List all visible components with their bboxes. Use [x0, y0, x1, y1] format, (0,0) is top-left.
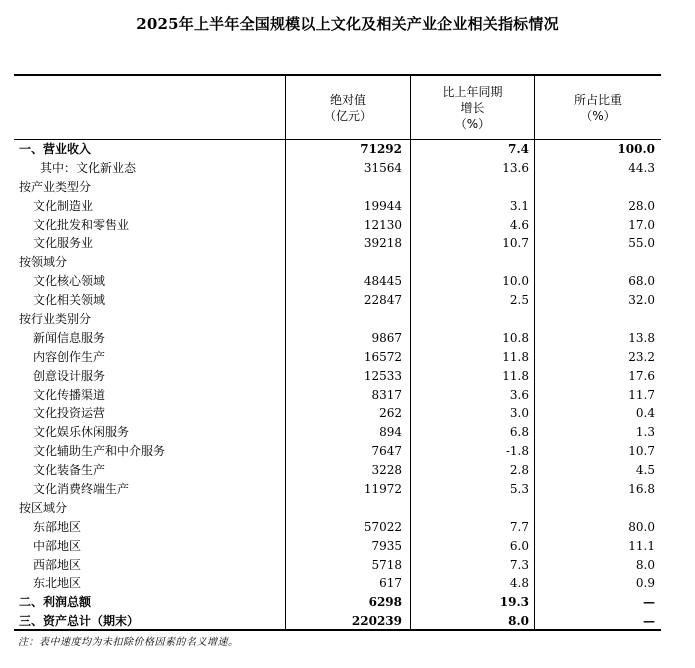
header-share — [535, 76, 661, 139]
row-absolute-value: 7935 — [371, 538, 402, 553]
row-share: 11.1 — [628, 538, 655, 553]
indicator-table — [14, 140, 661, 631]
row-label: 按产业类型分 — [19, 179, 92, 194]
row-growth: 6.0 — [509, 538, 529, 553]
row-share: 11.7 — [628, 387, 655, 402]
row-growth: 3.1 — [509, 198, 529, 213]
row-label: 文化服务业 — [33, 236, 94, 251]
table-row — [14, 518, 661, 537]
row-share: 10.7 — [628, 444, 655, 459]
row-label: 二、利润总额 — [19, 595, 92, 610]
row-share — [535, 178, 655, 197]
table-row — [14, 423, 661, 442]
table-row — [14, 442, 661, 461]
row-share — [535, 499, 655, 518]
table-footnote: 注：表中速度均为未扣除价格因素的名义增速。 — [18, 637, 239, 648]
row-label: 文化批发和零售业 — [33, 217, 130, 232]
table-row — [14, 404, 661, 423]
table-row — [14, 197, 661, 216]
row-absolute-value: 57022 — [363, 519, 402, 534]
row-growth: 2.8 — [509, 463, 529, 478]
row-growth: 3.6 — [509, 387, 529, 402]
row-share: 17.6 — [628, 368, 655, 383]
row-label: 文化消费终端生产 — [33, 482, 130, 497]
row-growth: 6.8 — [509, 425, 529, 440]
row-share: — — [643, 595, 655, 610]
row-label: 文化相关领域 — [33, 293, 106, 308]
row-absolute-value: 8317 — [371, 387, 402, 402]
row-share: 32.0 — [628, 293, 655, 308]
header-line: （亿元） — [323, 108, 372, 123]
header-line: （%） — [454, 116, 491, 131]
table-row — [14, 367, 661, 386]
row-growth: 3.0 — [509, 406, 529, 421]
row-growth — [411, 499, 529, 518]
row-growth — [411, 310, 529, 329]
row-label: 文化投资运营 — [33, 406, 106, 421]
row-growth — [411, 253, 529, 272]
table-row — [14, 612, 661, 631]
table-row — [14, 593, 661, 612]
row-growth: 7.7 — [509, 519, 529, 534]
row-label: 三、资产总计（期末） — [19, 614, 140, 629]
row-growth — [411, 178, 529, 197]
header-yoy-growth — [411, 76, 534, 139]
row-label: 文化传播渠道 — [33, 387, 106, 402]
table-row — [14, 310, 661, 329]
row-label: 东北地区 — [33, 576, 82, 591]
row-label: 文化辅助生产和中介服务 — [33, 444, 166, 459]
row-growth: 4.6 — [509, 217, 529, 232]
row-share: 80.0 — [628, 519, 655, 534]
table-row — [14, 499, 661, 518]
row-share: 13.8 — [628, 330, 655, 345]
table-row — [14, 216, 661, 235]
row-absolute-value — [286, 499, 402, 518]
table-row — [14, 178, 661, 197]
row-share: 1.3 — [635, 425, 655, 440]
row-growth: 11.8 — [502, 349, 529, 364]
row-growth: 5.3 — [509, 482, 529, 497]
header-line: 绝对值 — [329, 92, 366, 107]
row-growth: 13.6 — [502, 160, 529, 175]
header-line: 增长 — [460, 100, 485, 115]
row-label: 西部地区 — [33, 557, 82, 572]
row-growth: 10.8 — [502, 330, 529, 345]
table-row — [14, 348, 661, 367]
row-share: 0.9 — [635, 576, 655, 591]
row-share: 28.0 — [628, 198, 655, 213]
row-label: 内容创作生产 — [33, 349, 106, 364]
row-label: 文化核心领域 — [33, 274, 106, 289]
row-growth: 2.5 — [509, 293, 529, 308]
row-growth: 19.3 — [499, 595, 529, 610]
row-absolute-value: 31564 — [363, 160, 402, 175]
row-absolute-value: 16572 — [363, 349, 402, 364]
row-growth: 4.8 — [509, 576, 529, 591]
row-growth: -1.8 — [505, 444, 529, 459]
row-share: 8.0 — [635, 557, 655, 572]
row-absolute-value: 9867 — [371, 330, 402, 345]
row-share: 4.5 — [635, 463, 655, 478]
row-label: 一、营业收入 — [19, 142, 92, 156]
row-absolute-value: 48445 — [363, 274, 402, 289]
row-absolute-value — [286, 310, 402, 329]
row-label: 按区域分 — [19, 500, 68, 515]
row-absolute-value: 19944 — [363, 198, 402, 213]
row-growth: 8.0 — [508, 614, 529, 629]
row-growth: 7.3 — [509, 557, 529, 572]
table-row — [14, 574, 661, 593]
row-share: 0.4 — [635, 406, 655, 421]
row-absolute-value: 894 — [379, 425, 402, 440]
row-label: 中部地区 — [33, 538, 82, 553]
row-growth: 11.8 — [502, 368, 529, 383]
row-absolute-value: 71292 — [360, 142, 402, 156]
row-growth: 10.7 — [502, 236, 529, 251]
row-absolute-value: 11972 — [363, 482, 402, 497]
row-share: 16.8 — [628, 482, 655, 497]
row-share: 55.0 — [628, 236, 655, 251]
header-line: （%） — [580, 108, 616, 123]
row-label: 创意设计服务 — [33, 368, 106, 383]
row-label: 文化制造业 — [33, 198, 94, 213]
row-label: 其中：文化新业态 — [40, 160, 137, 175]
row-label: 按行业类别分 — [19, 312, 92, 327]
table-row — [14, 159, 661, 178]
table-row — [14, 461, 661, 480]
row-growth: 7.4 — [508, 142, 529, 156]
row-label: 文化装备生产 — [33, 463, 106, 478]
row-share: 44.3 — [628, 160, 655, 175]
row-absolute-value: 22847 — [363, 293, 402, 308]
table-row — [14, 480, 661, 499]
row-label: 新闻信息服务 — [33, 330, 106, 345]
table-row — [14, 386, 661, 405]
header-line: 所占比重 — [573, 92, 622, 107]
table-row — [14, 329, 661, 348]
row-absolute-value: 220239 — [351, 614, 402, 629]
row-share: 23.2 — [628, 349, 655, 364]
table-row — [14, 234, 661, 253]
row-absolute-value: 617 — [379, 576, 402, 591]
row-growth: 10.0 — [502, 274, 529, 289]
table-row — [14, 140, 661, 159]
row-absolute-value: 12533 — [363, 368, 402, 383]
row-label: 按领域分 — [19, 255, 68, 270]
table-row — [14, 537, 661, 556]
row-label: 东部地区 — [33, 519, 82, 534]
row-share: 17.0 — [628, 217, 655, 232]
row-share — [535, 253, 655, 272]
row-absolute-value: 262 — [379, 406, 402, 421]
page-title: 2025年上半年全国规模以上文化及相关产业企业相关指标情况 — [136, 15, 559, 33]
row-absolute-value: 3228 — [371, 463, 402, 478]
row-absolute-value — [286, 253, 402, 272]
table-row — [14, 291, 661, 310]
row-absolute-value: 7647 — [371, 444, 402, 459]
row-share — [535, 310, 655, 329]
table-row — [14, 272, 661, 291]
header-absolute-value — [286, 76, 410, 139]
table-row — [14, 253, 661, 272]
row-share: 100.0 — [617, 142, 655, 156]
row-absolute-value: 5718 — [371, 557, 402, 572]
row-absolute-value — [286, 178, 402, 197]
row-label: 文化娱乐休闲服务 — [33, 425, 130, 440]
table-row — [14, 556, 661, 575]
row-share: — — [643, 614, 655, 629]
row-share: 68.0 — [628, 274, 655, 289]
row-absolute-value: 12130 — [363, 217, 402, 232]
row-absolute-value: 6298 — [368, 595, 402, 610]
row-absolute-value: 39218 — [363, 236, 402, 251]
header-line: 比上年同期 — [442, 84, 503, 99]
